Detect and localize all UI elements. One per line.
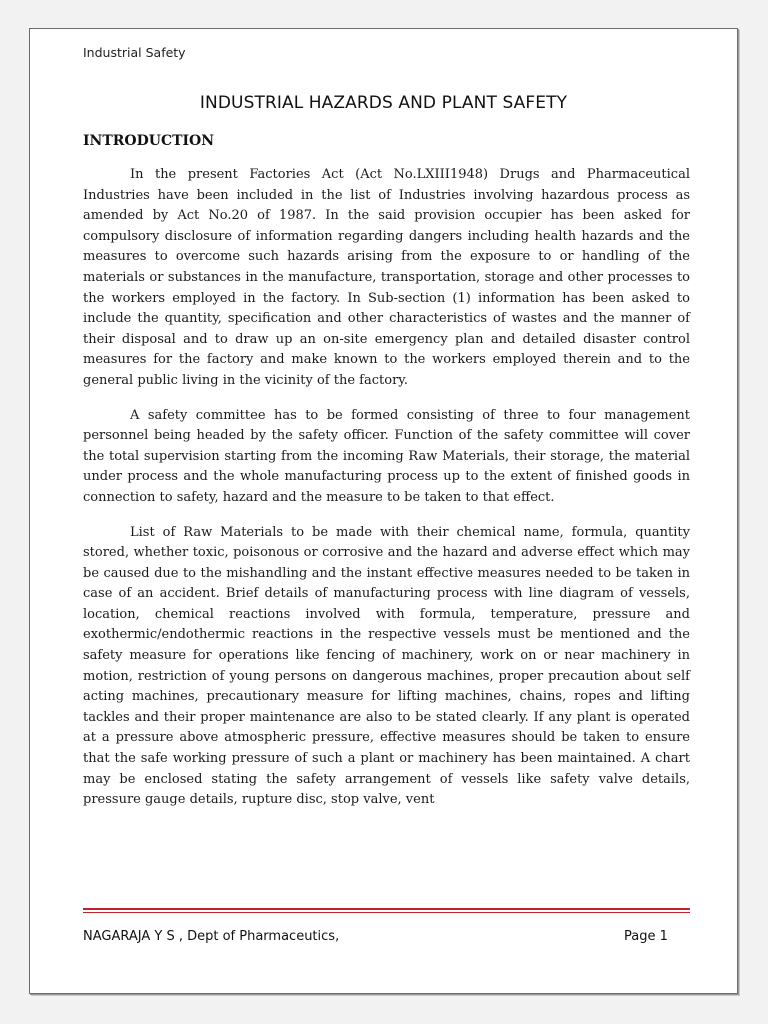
section-heading: INTRODUCTION <box>83 133 215 149</box>
footer-page-number: Page 1 <box>624 929 668 944</box>
footer-divider <box>83 908 690 914</box>
document-page <box>29 28 738 994</box>
running-header: Industrial Safety <box>83 45 186 60</box>
document-title: INDUSTRIAL HAZARDS AND PLANT SAFETY <box>199 93 568 113</box>
paragraph-3: List of Raw Materials to be made with their chemical name, formula, quantity stored, whether toxic, poisonous or corrosive and the hazard and adverse effect which may be caused due to the mishandling and the instant effective measures needed to be taken in case of an accident. Brief details of manufacturing process with line diagram of vessels, location, chemical reactions involved with formula, temperature, pressure and exothermic/endothermic reactions in the respective vessels must be mentioned and the safety measure for operations like fencing of machinery, work on or near machinery in motion, restriction of young persons on dangerous machines, proper precaution about self acting machines, precautionary measure for lifting machines, chains, ropes and lifting tackles and their proper maintenance are also to be stated clearly. If any plant is operated at a pressure above atmospheric pressure, effective measures should be taken to ensure that the safe working pressure of such a plant or machinery has been maintained. A chart may be enclosed stating the safety arrangement of vessels like safety valve details, pressure gauge details, rupture disc, stop valve, vent <box>83 524 690 808</box>
paragraph-1: In the present Factories Act (Act No.LXIII1948) Drugs and Pharmaceutical Industries have been included in the list of Industries involving hazardous process as amended by Act No.20 of 1987. In the said provision occupier has been asked for compulsory disclosure of information regarding dangers including health hazards and the measures to overcome such hazards arising from the exposure to or handling of the materials or substances in the manufacture, transportation, storage and other processes to the workers employed in the factory. In Sub-section (1) information has been asked to include the quantity, specification and other characteristics of wastes and the manner of their disposal and to draw up an on-site emergency plan and detailed disaster control measures for the factory and make known to the workers employed therein and to the general public living in the vicinity of the factory. <box>83 167 690 388</box>
paragraph-2: A safety committee has to be formed consisting of three to four management personnel being headed by the safety officer. Function of the safety committee will cover the total supervision starting from the incoming Raw Materials, their storage, the material under process and the whole manufacturing process up to the extent of finished goods in connection to safety, hazard and the measure to be taken to that effect. <box>83 407 690 505</box>
body-text <box>83 165 690 825</box>
footer-author: NAGARAJA Y S , Dept of Pharmaceutics, <box>83 929 340 944</box>
